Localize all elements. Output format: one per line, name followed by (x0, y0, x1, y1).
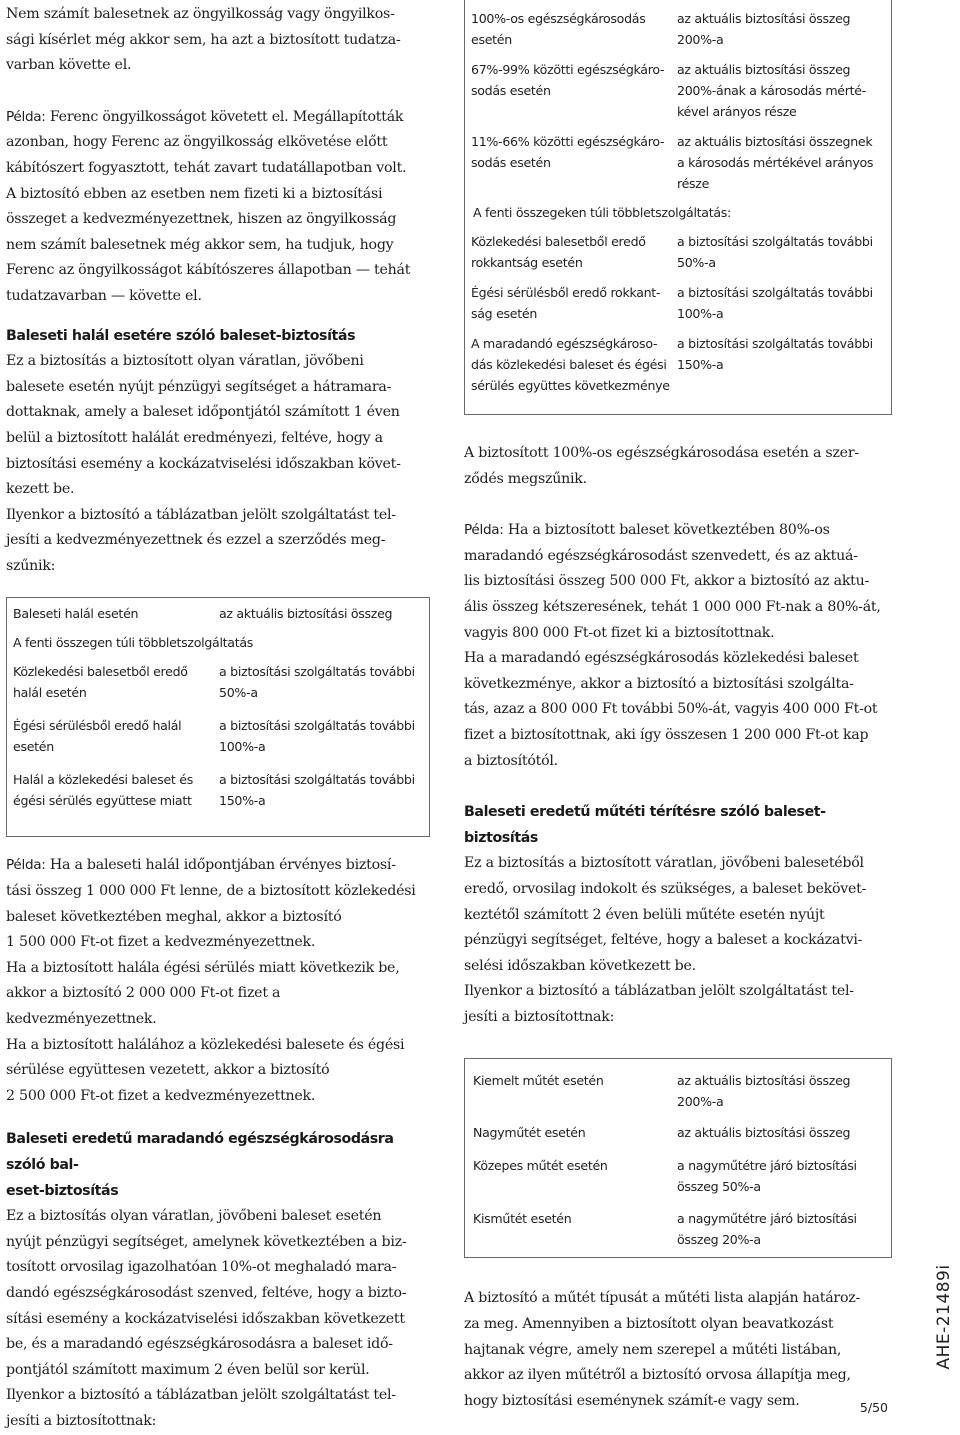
disability-benefit-table (464, 0, 892, 415)
table-row: Közlekedési balesetből eredő rokkantság esetén a biztosítási szolgáltatás további 50%-a (471, 234, 873, 270)
section-heading-disability: Baleseti eredetű maradandó egészségkárosodásra szóló bal- eset-biztosítás (6, 1131, 394, 1199)
table-subheading: A fenti összegen túli többletszolgáltatás (13, 635, 254, 651)
table-row: 67%-99% közötti egészségkáro- sodás esetén az aktuális biztosítási összeg 200%-ának a károsodás mérté- kével arányos része (471, 62, 866, 119)
closing-paragraph: A biztosító a műtét típusát a műtéti lista alapján határoz- za meg. Amennyiben a biztosított olyan beavatkozást hajtanak végre, amely nem szerepel a műtéti listában, akkor az ilyen műtétről a biztosító orvosa állapítja meg, hogy biztosítási eseménynek számít-e vagy sem. (464, 1290, 861, 1409)
document-code: AHE-21489i (934, 1264, 954, 1370)
table-row: 100%-os egészségkárosodás esetén az aktuális biztosítási összeg 200%-a (471, 11, 851, 47)
table-row: Égési sérülésből eredő rokkant- ság esetén a biztosítási szolgáltatás további 100%-a (471, 285, 873, 321)
table-row: Közepes műtét esetén a nagyműtétre járó biztosítási összeg 50%-a (473, 1158, 857, 1195)
right-column (464, 0, 892, 1414)
table-row: Halál a közlekedési baleset és égési sérülés együttese miatt a biztosítási szolgáltatás további 150%-a (13, 772, 415, 809)
table-row: Égési sérülésből eredő halál esetén a biztosítási szolgáltatás további 100%-a (13, 718, 415, 755)
surgery-body: Ez a biztosítás a biztosított váratlan, jövőbeni balesetéből eredő, orvosilag indokolt és szükséges, a baleset bekövet- keztétől számított 2 éven belüli műtéte esetén nyújt pénzügyi segítséget, feltéve, hogy a baleset a kockázatvi- selési időszakban következett be. Ilyenkor a biztosító a táblázatban jelölt szolgáltatást tel- jesíti a biztosítottnak: (464, 855, 867, 1025)
example-lead: Példa: (464, 522, 504, 539)
table-row: Kisműtét esetén a nagyműtétre járó biztosítási összeg 20%-a (473, 1211, 857, 1248)
example-death: Példa: Ha a baleseti halál időpontjában érvényes biztosí- tási összeg 1 000 000 Ft lenne, de a biztosított közlekedési baleset következtében meghal, akkor a biztosító 1 500 000 Ft-ot fizet a kedvezményezettnek. Ha a biztosított halála égési sérülés miatt következik be, akkor a biztosító 2 000 000 Ft-ot fizet a kedvezményezettnek. Ha a biztosított halálához a közlekedési balesete és égési sérülése együttesen vezetett, akkor a biztosító 2 500 000 Ft-ot fizet a kedvezményezettnek. (6, 857, 416, 1104)
example-lead: Példa: (6, 108, 46, 125)
table-row: 11%-66% közötti egészségkáro- sodás esetén az aktuális biztosítási összegnek a károsodás mértékével arányos része (471, 134, 874, 191)
disability-body: Ez a biztosítás olyan váratlan, jövőbeni baleset esetén nyújt pénzügyi segítséget, amelynek következtében a biz- tosított orvosilag igazolhatóan 10%-ot meghaladó mara- dandó egészségkárosodást szenved, feltéve, hogy a bizto- sítási esemény a kockázatviselési időszakban következett be, és a maradandó egészségkárosodásra a baleset idő- pontjától számított maximum 2 éven belül sor kerül. Ilyenkor a biztosító a táblázatban jelölt szolgáltatást tel- jesíti a biztosítottnak: (6, 1208, 407, 1429)
table-row: Közlekedési balesetből eredő halál esetén a biztosítási szolgáltatás további 50%-a (13, 664, 415, 701)
table-row: Baleseti halál esetén az aktuális biztosítási összeg (13, 606, 393, 622)
example-lead: Példa: (6, 857, 46, 874)
after-table-note: A biztosított 100%-os egészségkárosodása esetén a szer- ződés megszűnik. (464, 445, 859, 487)
table-subheading: A fenti összegeken túli többletszolgáltatás: (473, 205, 731, 220)
example-disability: Példa: Ha a biztosított baleset következtében 80%-os maradandó egészségkárosodást szenvedett, és az aktuá- lis biztosítási összeg 500 000 Ft, akkor a biztosító az aktu- ális összeg kétszeresének, tehát 1 000 000 Ft-nak a 80%-át, vagyis 800 000 Ft-ot fizet ki a biztosítottnak. Ha a maradandó egészségkárosodás közlekedési baleset következménye, akkor a biztosító a biztosítási szolgálta- tás, azaz a 800 000 Ft további 50%-át, vagyis 400 000 Ft-ot fizet a biztosítottnak, aki így összesen 1 200 000 Ft-ot kap a biztosítótól. (464, 522, 881, 769)
intro-paragraph: Nem számít balesetnek az öngyilkosság vagy öngyilkos- sági kísérlet még akkor sem, ha azt a biztosított tudatza- varban követte el. (6, 6, 401, 74)
death-body: Ez a biztosítás a biztosított olyan váratlan, jövőbeni balesete esetén nyújt pénzügyi segítséget a hátramara- dottaknak, amely a baleset időpontjától számított 1 éven belül a biztosított halálát eredményezi, feltéve, hogy a biztosítási esemény a kockázatviselési időszakban követ- kezett be. Ilyenkor a biztosító a táblázatban jelölt szolgáltatást tel- jesíti a kedvezményezettnek és ezzel a szerződés meg- szűnik: (6, 353, 401, 574)
section-heading-surgery: Baleseti eredetű műtéti térítésre szóló baleset-biztosítás (464, 804, 826, 846)
section-heading-death: Baleseti halál esetére szóló baleset-biztosítás (6, 327, 356, 344)
example-suicide: Példa: Ferenc öngyilkosságot követett el. Megállapították azonban, hogy Ferenc az öngyilkosság elkövetése előtt kábítószert fogyasztott, tehát zavart tudatállapotban volt. A biztosító ebben az esetben nem fizeti ki a biztosítási összeget a kedvezményezettnek, hiszen az öngyilkosság nem számít balesetnek még akkor sem, ha tudjuk, hogy Ferenc az öngyilkosságot kábítószeres állapotban — tehát tudatzavarban — követte el. (6, 108, 411, 304)
table-row: Nagyműtét esetén az aktuális biztosítási összeg (473, 1125, 851, 1141)
table-row: Kiemelt műtét esetén az aktuális biztosítási összeg 200%-a (473, 1073, 851, 1110)
left-column (6, 0, 430, 1435)
table-row: A maradandó egészségkároso- dás közlekedési baleset és égési sérülés együttes következménye a biztosítási szolgáltatás további 150%-a (471, 336, 873, 393)
death-benefit-table (6, 597, 430, 837)
surgery-benefit-table (464, 1058, 892, 1258)
page-number: 5/50 (859, 1400, 888, 1415)
